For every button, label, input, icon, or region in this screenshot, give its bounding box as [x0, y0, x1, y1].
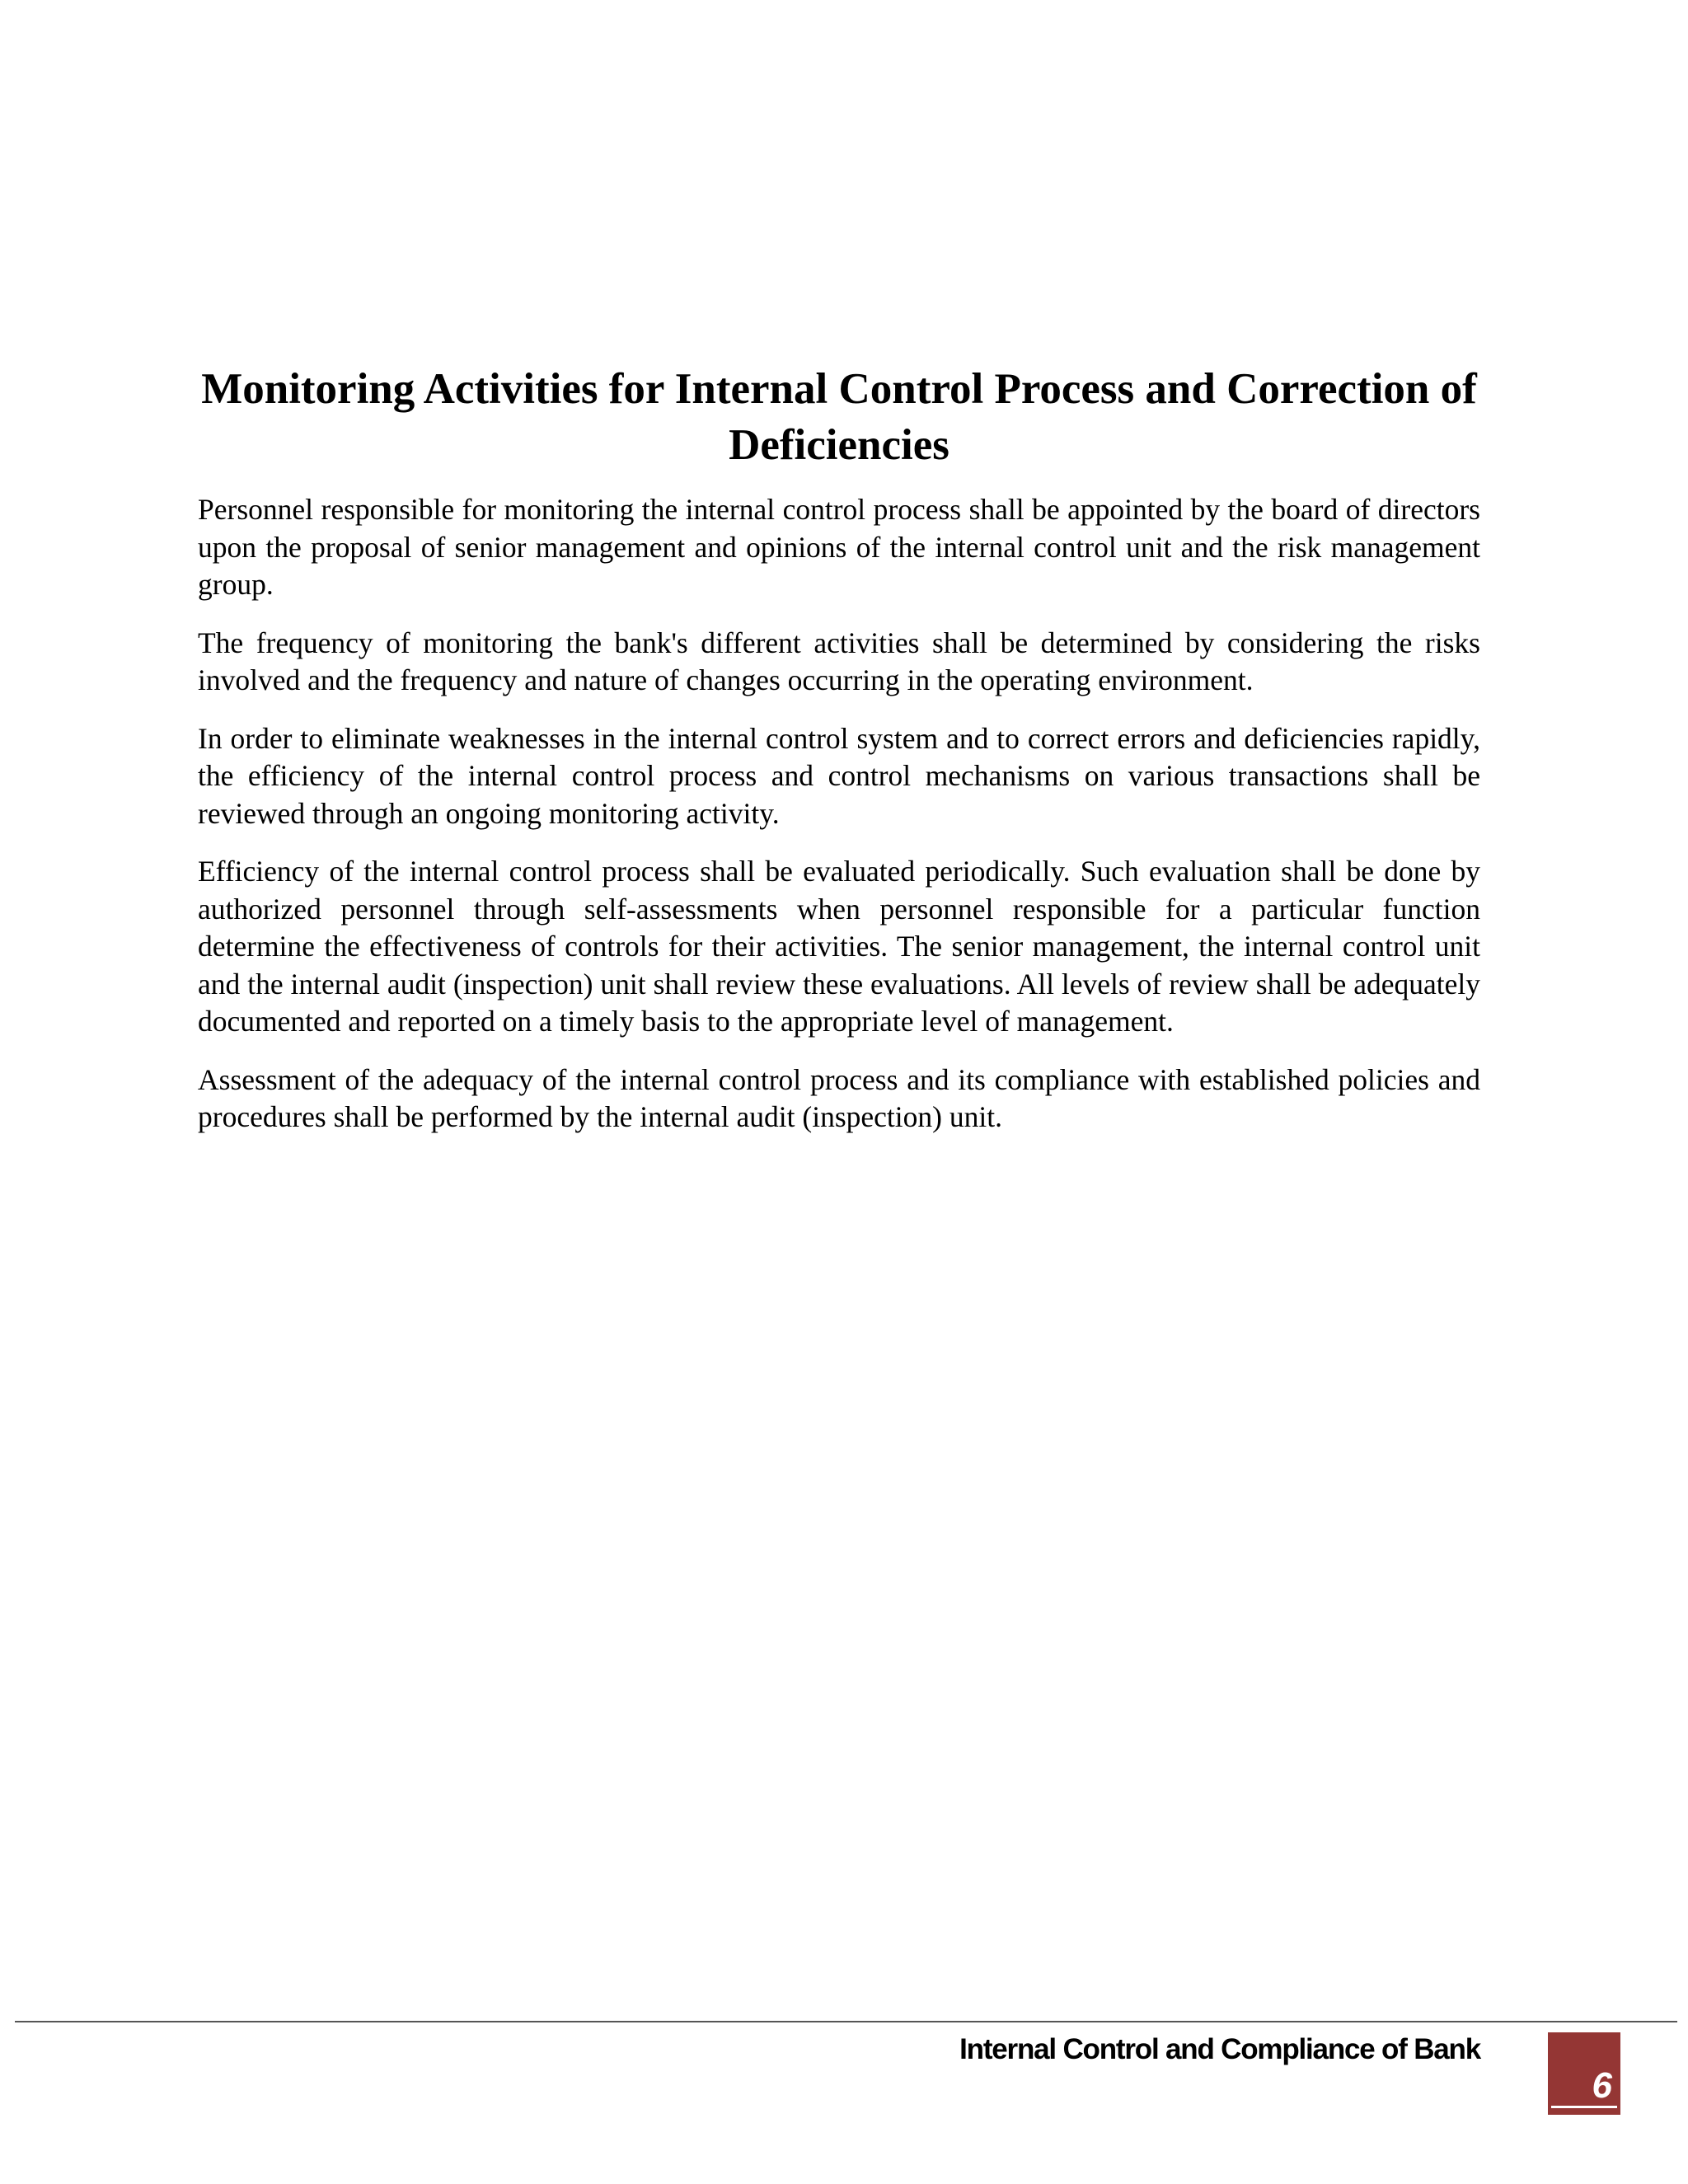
footer-title: Internal Control and Compliance of Bank	[959, 2033, 1480, 2065]
paragraph-monitoring-frequency: The frequency of monitoring the bank's different activities shall be determined by considering the risks involved and the frequency and nature of changes occurring in the operating environment.	[198, 626, 1480, 696]
paragraph-personnel-appointment: Personnel responsible for monitoring the internal control process shall be appointed by the board of directors upon the proposal of senior management and opinions of the internal control unit and the risk management group.	[198, 493, 1480, 601]
paragraph-ongoing-monitoring: In order to eliminate weaknesses in the internal control system and to correct errors and deficiencies rapidly, the efficiency of the internal control process and control mechanisms on various transactions shall be reviewed through an ongoing monitoring activity.	[198, 721, 1480, 830]
footer-divider	[15, 2021, 1677, 2022]
document-body	[198, 491, 1480, 1157]
page-number: 6	[1551, 2066, 1617, 2108]
page-title: Monitoring Activities for Internal Control Process and Correction of Deficiencies	[201, 365, 1477, 469]
page-number-badge	[1548, 2032, 1620, 2115]
paragraph-periodic-evaluation: Efficiency of the internal control process shall be evaluated periodically. Such evaluation shall be done by authorized personnel through self-assessments when personnel responsible for a particular function determine the effectiveness of controls for their activities. The senior management, the internal control unit and the internal audit (inspection) unit shall review these evaluations. All levels of review shall be adequately documented and reported on a timely basis to the appropriate level of management.	[198, 855, 1480, 1038]
paragraph-audit-assessment: Assessment of the adequacy of the internal control process and its compliance with established policies and procedures shall be performed by the internal audit (inspection) unit.	[198, 1062, 1480, 1133]
